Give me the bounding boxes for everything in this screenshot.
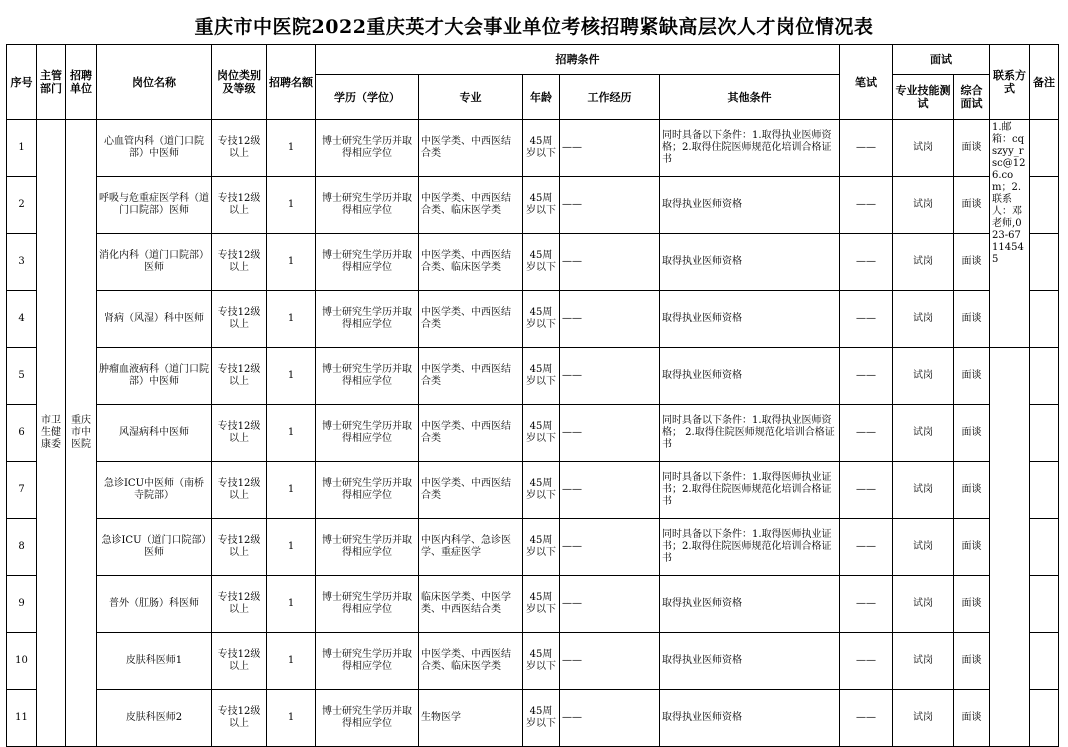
table-row bbox=[7, 234, 1059, 291]
row-seq: 1 bbox=[7, 120, 37, 177]
remarks-cell bbox=[1030, 690, 1059, 747]
dept-cell: 市卫生健康委 bbox=[37, 120, 66, 747]
row-seq: 7 bbox=[7, 462, 37, 519]
remarks-cell bbox=[1030, 633, 1059, 690]
quota-cell: 1 bbox=[267, 177, 316, 234]
header-other: 其他条件 bbox=[660, 75, 840, 120]
experience-cell: —— bbox=[560, 519, 660, 576]
written-cell: —— bbox=[840, 120, 893, 177]
other-cell: 取得执业医师资格 bbox=[660, 633, 840, 690]
header-comprehensive: 综合面试 bbox=[954, 75, 990, 120]
age-cell: 45周岁以下 bbox=[523, 519, 560, 576]
age-cell: 45周岁以下 bbox=[523, 405, 560, 462]
skill-test-cell: 试岗 bbox=[893, 462, 954, 519]
category-cell: 专技12级以上 bbox=[212, 633, 267, 690]
education-cell: 博士研究生学历并取得相应学位 bbox=[316, 120, 419, 177]
major-cell: 中医学类、中西医结合类 bbox=[419, 405, 523, 462]
remarks-cell bbox=[1030, 120, 1059, 177]
category-cell: 专技12级以上 bbox=[212, 291, 267, 348]
education-cell: 博士研究生学历并取得相应学位 bbox=[316, 633, 419, 690]
age-cell: 45周岁以下 bbox=[523, 462, 560, 519]
position-cell: 风湿病科中医师 bbox=[97, 405, 212, 462]
education-cell: 博士研究生学历并取得相应学位 bbox=[316, 234, 419, 291]
category-cell: 专技12级以上 bbox=[212, 234, 267, 291]
position-cell: 皮肤科医师1 bbox=[97, 633, 212, 690]
category-cell: 专技12级以上 bbox=[212, 462, 267, 519]
quota-cell: 1 bbox=[267, 690, 316, 747]
other-cell: 取得执业医师资格 bbox=[660, 690, 840, 747]
table-row bbox=[7, 177, 1059, 234]
document-title: 重庆市中医院2022重庆英才大会事业单位考核招聘紧缺高层次人才岗位情况表 bbox=[194, 16, 874, 38]
category-cell: 专技12级以上 bbox=[212, 690, 267, 747]
other-cell: 取得执业医师资格 bbox=[660, 177, 840, 234]
major-cell: 中医学类、中西医结合类 bbox=[419, 462, 523, 519]
remarks-cell bbox=[1030, 576, 1059, 633]
age-cell: 45周岁以下 bbox=[523, 177, 560, 234]
skill-test-cell: 试岗 bbox=[893, 234, 954, 291]
written-cell: —— bbox=[840, 291, 893, 348]
education-cell: 博士研究生学历并取得相应学位 bbox=[316, 576, 419, 633]
comprehensive-cell: 面谈 bbox=[954, 633, 990, 690]
remarks-cell bbox=[1030, 462, 1059, 519]
experience-cell: —— bbox=[560, 120, 660, 177]
remarks-cell bbox=[1030, 234, 1059, 291]
major-cell: 中医学类、中西医结合类 bbox=[419, 120, 523, 177]
header-major: 专业 bbox=[419, 75, 523, 120]
education-cell: 博士研究生学历并取得相应学位 bbox=[316, 348, 419, 405]
comprehensive-cell: 面谈 bbox=[954, 576, 990, 633]
quota-cell: 1 bbox=[267, 348, 316, 405]
remarks-cell bbox=[1030, 348, 1059, 405]
category-cell: 专技12级以上 bbox=[212, 120, 267, 177]
header-unit: 招聘单位 bbox=[66, 45, 97, 120]
header-contact: 联系方式 bbox=[990, 45, 1030, 120]
skill-test-cell: 试岗 bbox=[893, 177, 954, 234]
written-cell: —— bbox=[840, 576, 893, 633]
header-education: 学历（学位） bbox=[316, 75, 419, 120]
written-cell: —— bbox=[840, 177, 893, 234]
major-cell: 中医学类、中西医结合类 bbox=[419, 348, 523, 405]
experience-cell: —— bbox=[560, 348, 660, 405]
row-seq: 11 bbox=[7, 690, 37, 747]
category-cell: 专技12级以上 bbox=[212, 576, 267, 633]
skill-test-cell: 试岗 bbox=[893, 690, 954, 747]
age-cell: 45周岁以下 bbox=[523, 633, 560, 690]
major-cell: 中医内科学、急诊医学、重症医学 bbox=[419, 519, 523, 576]
other-cell: 同时具备以下条件：1.取得执业医师资格； 2.取得住院医师规范化培训合格证书 bbox=[660, 405, 840, 462]
experience-cell: —— bbox=[560, 234, 660, 291]
written-cell: —— bbox=[840, 234, 893, 291]
table-row bbox=[7, 576, 1059, 633]
age-cell: 45周岁以下 bbox=[523, 234, 560, 291]
major-cell: 中医学类、中西医结合类、临床医学类 bbox=[419, 177, 523, 234]
education-cell: 博士研究生学历并取得相应学位 bbox=[316, 291, 419, 348]
skill-test-cell: 试岗 bbox=[893, 120, 954, 177]
header-dept: 主管部门 bbox=[37, 45, 66, 120]
comprehensive-cell: 面谈 bbox=[954, 519, 990, 576]
header-skill-test: 专业技能测试 bbox=[893, 75, 954, 120]
experience-cell: —— bbox=[560, 576, 660, 633]
written-cell: —— bbox=[840, 405, 893, 462]
age-cell: 45周岁以下 bbox=[523, 291, 560, 348]
quota-cell: 1 bbox=[267, 291, 316, 348]
row-seq: 8 bbox=[7, 519, 37, 576]
comprehensive-cell: 面谈 bbox=[954, 348, 990, 405]
other-cell: 同时具备以下条件：1.取得医师执业证书；2.取得住院医师规范化培训合格证书 bbox=[660, 519, 840, 576]
comprehensive-cell: 面谈 bbox=[954, 462, 990, 519]
category-cell: 专技12级以上 bbox=[212, 348, 267, 405]
remarks-cell bbox=[1030, 291, 1059, 348]
row-seq: 5 bbox=[7, 348, 37, 405]
category-cell: 专技12级以上 bbox=[212, 519, 267, 576]
quota-cell: 1 bbox=[267, 462, 316, 519]
major-cell: 中医学类、中西医结合类、临床医学类 bbox=[419, 234, 523, 291]
row-seq: 3 bbox=[7, 234, 37, 291]
table-row bbox=[7, 348, 1059, 405]
quota-cell: 1 bbox=[267, 405, 316, 462]
category-cell: 专技12级以上 bbox=[212, 177, 267, 234]
row-seq: 6 bbox=[7, 405, 37, 462]
skill-test-cell: 试岗 bbox=[893, 633, 954, 690]
experience-cell: —— bbox=[560, 177, 660, 234]
other-cell: 取得执业医师资格 bbox=[660, 348, 840, 405]
age-cell: 45周岁以下 bbox=[523, 690, 560, 747]
age-cell: 45周岁以下 bbox=[523, 348, 560, 405]
comprehensive-cell: 面谈 bbox=[954, 405, 990, 462]
quota-cell: 1 bbox=[267, 234, 316, 291]
major-cell: 生物医学 bbox=[419, 690, 523, 747]
position-cell: 心血管内科（道门口院部）中医师 bbox=[97, 120, 212, 177]
position-cell: 消化内科（道门口院部）医师 bbox=[97, 234, 212, 291]
header-written: 笔试 bbox=[840, 45, 893, 120]
comprehensive-cell: 面谈 bbox=[954, 291, 990, 348]
education-cell: 博士研究生学历并取得相应学位 bbox=[316, 177, 419, 234]
major-cell: 中医学类、中西医结合类 bbox=[419, 291, 523, 348]
header-category: 岗位类别及等级 bbox=[212, 45, 267, 120]
age-cell: 45周岁以下 bbox=[523, 576, 560, 633]
unit-cell: 重庆市中医院 bbox=[66, 120, 97, 747]
experience-cell: —— bbox=[560, 690, 660, 747]
table-row bbox=[7, 120, 1059, 177]
header-age: 年龄 bbox=[523, 75, 560, 120]
remarks-cell bbox=[1030, 405, 1059, 462]
position-cell: 急诊ICU中医师（南桥寺院部） bbox=[97, 462, 212, 519]
remarks-cell bbox=[1030, 519, 1059, 576]
category-cell: 专技12级以上 bbox=[212, 405, 267, 462]
comprehensive-cell: 面谈 bbox=[954, 234, 990, 291]
education-cell: 博士研究生学历并取得相应学位 bbox=[316, 462, 419, 519]
skill-test-cell: 试岗 bbox=[893, 576, 954, 633]
table-row bbox=[7, 462, 1059, 519]
written-cell: —— bbox=[840, 519, 893, 576]
row-seq: 10 bbox=[7, 633, 37, 690]
position-cell: 急诊ICU（道门口院部）医师 bbox=[97, 519, 212, 576]
position-cell: 呼吸与危重症医学科（道门口院部）医师 bbox=[97, 177, 212, 234]
comprehensive-cell: 面谈 bbox=[954, 690, 990, 747]
skill-test-cell: 试岗 bbox=[893, 405, 954, 462]
position-cell: 皮肤科医师2 bbox=[97, 690, 212, 747]
major-cell: 中医学类、中西医结合类、临床医学类 bbox=[419, 633, 523, 690]
skill-test-cell: 试岗 bbox=[893, 519, 954, 576]
table-row bbox=[7, 519, 1059, 576]
quota-cell: 1 bbox=[267, 633, 316, 690]
education-cell: 博士研究生学历并取得相应学位 bbox=[316, 405, 419, 462]
header-remarks: 备注 bbox=[1030, 45, 1059, 120]
other-cell: 取得执业医师资格 bbox=[660, 234, 840, 291]
major-cell: 临床医学类、中医学类、中西医结合类 bbox=[419, 576, 523, 633]
comprehensive-cell: 面谈 bbox=[954, 177, 990, 234]
other-cell: 取得执业医师资格 bbox=[660, 576, 840, 633]
experience-cell: —— bbox=[560, 291, 660, 348]
recruitment-table bbox=[6, 44, 1059, 747]
position-cell: 肾病（风湿）科中医师 bbox=[97, 291, 212, 348]
contact-cell: 1.邮箱：cqszyy_rsc@126.com；2.联系人：邓老师,023-67114545 bbox=[990, 120, 1030, 348]
position-cell: 肿瘤血液病科（道门口院部）中医师 bbox=[97, 348, 212, 405]
row-seq: 4 bbox=[7, 291, 37, 348]
other-cell: 同时具备以下条件：1.取得医师执业证书；2.取得住院医师规范化培训合格证书 bbox=[660, 462, 840, 519]
header-interview: 面试 bbox=[893, 45, 990, 75]
education-cell: 博士研究生学历并取得相应学位 bbox=[316, 519, 419, 576]
table-row bbox=[7, 633, 1059, 690]
other-cell: 取得执业医师资格 bbox=[660, 291, 840, 348]
skill-test-cell: 试岗 bbox=[893, 291, 954, 348]
experience-cell: —— bbox=[560, 633, 660, 690]
skill-test-cell: 试岗 bbox=[893, 348, 954, 405]
header-seq: 序号 bbox=[7, 45, 37, 120]
comprehensive-cell: 面谈 bbox=[954, 120, 990, 177]
header-experience: 工作经历 bbox=[560, 75, 660, 120]
header-position: 岗位名称 bbox=[97, 45, 212, 120]
table-row bbox=[7, 291, 1059, 348]
header-quota: 招聘名额 bbox=[267, 45, 316, 120]
written-cell: —— bbox=[840, 633, 893, 690]
contact-cell-empty bbox=[990, 348, 1030, 747]
header-conditions: 招聘条件 bbox=[316, 45, 840, 75]
education-cell: 博士研究生学历并取得相应学位 bbox=[316, 690, 419, 747]
experience-cell: —— bbox=[560, 405, 660, 462]
row-seq: 2 bbox=[7, 177, 37, 234]
table-row bbox=[7, 690, 1059, 747]
table-row bbox=[7, 405, 1059, 462]
written-cell: —— bbox=[840, 348, 893, 405]
written-cell: —— bbox=[840, 462, 893, 519]
quota-cell: 1 bbox=[267, 120, 316, 177]
experience-cell: —— bbox=[560, 462, 660, 519]
quota-cell: 1 bbox=[267, 519, 316, 576]
age-cell: 45周岁以下 bbox=[523, 120, 560, 177]
quota-cell: 1 bbox=[267, 576, 316, 633]
written-cell: —— bbox=[840, 690, 893, 747]
table-body bbox=[7, 120, 1059, 747]
other-cell: 同时具备以下条件：1.取得执业医师资格；2.取得住院医师规范化培训合格证书 bbox=[660, 120, 840, 177]
remarks-cell bbox=[1030, 177, 1059, 234]
position-cell: 普外（肛肠）科医师 bbox=[97, 576, 212, 633]
row-seq: 9 bbox=[7, 576, 37, 633]
